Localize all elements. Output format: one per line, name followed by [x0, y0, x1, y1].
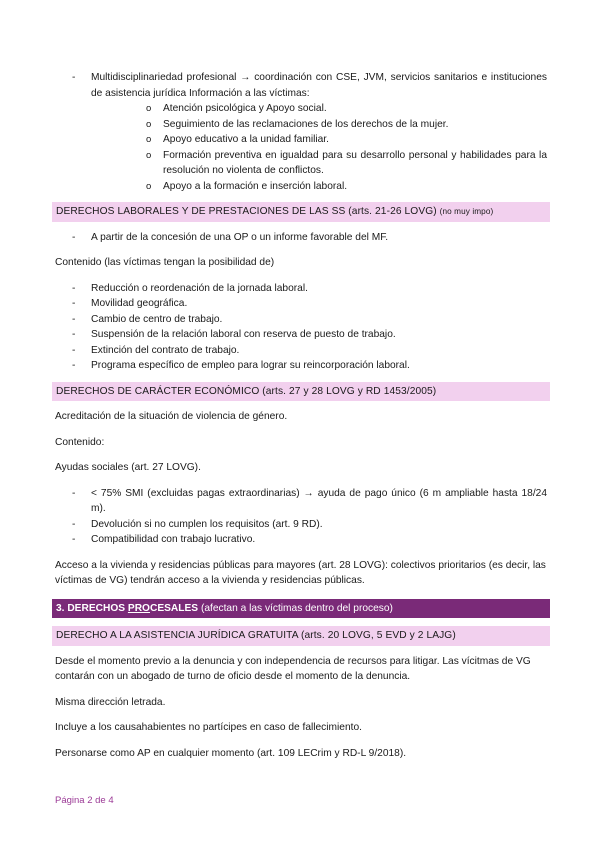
heading-prefix: 3. DERECHOS [56, 602, 128, 614]
page-content [55, 70, 547, 761]
list-item [55, 70, 547, 194]
laborales-rights-list [55, 281, 547, 374]
paragraph: Misma dirección letrada. [55, 696, 166, 708]
sub-list-item: o Seguimiento de las reclamaciones de los derechos de la mujer. [91, 117, 547, 133]
section-heading-asistencia [52, 626, 550, 646]
list-item: - Suspensión de la relación laboral con reserva de puesto de trabajo. [55, 327, 547, 343]
sub-list-item: o Apoyo educativo a la unidad familiar. [91, 132, 547, 148]
victim-info-sublist [91, 101, 547, 194]
heading-text: DERECHO A LA ASISTENCIA JURÍDICA GRATUITA (arts. 20 LOVG, 5 EVD y 2 LAJG) [56, 630, 456, 641]
paragraph: Acceso a la vivienda y residencias públicas para mayores (art. 28 LOVG): colectivos prioritarios (es decir, las víctimas de VG) tendrán acceso a la vivienda y residencias públicas. [55, 559, 546, 586]
list-item-text: Multidisciplinariedad profesional → coordinación con CSE, JVM, servicios sanitarios e instituciones de asistencia jurídica Información a las víctimas: [91, 72, 547, 99]
sub-list-item: o Apoyo a la formación e inserción laboral. [91, 179, 547, 195]
content-intro: Contenido (las víctimas tengan la posibilidad de) [55, 257, 275, 268]
top-dash-list [55, 70, 547, 194]
list-item: - Devolución si no cumplen los requisitos (art. 9 RD). [55, 517, 547, 533]
paragraph: Desde el momento previo a la denuncia y con independencia de recursos para litigar. Las vícitmas de VG contarán con un abogado de turno de oficio desde el momento de la denuncia. [55, 655, 531, 682]
heading-text: DERECHOS LABORALES Y DE PRESTACIONES DE LAS SS (arts. 21-26 LOVG) [56, 206, 437, 217]
heading-note: (no muy impo) [439, 207, 494, 216]
list-item: - Programa específico de empleo para lograr su reincorporación laboral. [55, 358, 547, 374]
laborales-condition-list [55, 230, 547, 246]
list-item: - Movilidad geográfica. [55, 296, 547, 312]
list-item: - Compatibilidad con trabajo lucrativo. [55, 532, 547, 548]
sub-list-item: o Atención psicológica y Apoyo social. [91, 101, 547, 117]
heading-underlined: PRO [127, 602, 150, 614]
list-item: - Reducción o reordenación de la jornada laboral. [55, 281, 547, 297]
paragraph: Contenido: [55, 436, 105, 448]
paragraph: Personarse como AP en cualquier momento (art. 109 LECrim y RD-L 9/2018). [55, 747, 407, 759]
sub-list-item: o Formación preventiva en igualdad para su desarrollo personal y habilidades para la resolución no violenta de conflictos. [91, 148, 547, 179]
list-item: - A partir de la concesión de una OP o un informe favorable del MF. [55, 230, 547, 246]
list-item: - < 75% SMI (excluidas pagas extraordinarias) → ayuda de pago único (6 m ampliable hasta 18/24 m). [55, 486, 547, 517]
section-heading-economico [52, 382, 550, 402]
list-item: - Extinción del contrato de trabajo. [55, 343, 547, 359]
paragraph: Ayudas sociales (art. 27 LOVG). [55, 462, 201, 473]
paragraph: Incluye a los causahabientes no partícipes en caso de fallecimiento. [55, 722, 362, 733]
heading-text: DERECHOS DE CARÁCTER ECONÓMICO (arts. 27 y 28 LOVG y RD 1453/2005) [56, 385, 437, 397]
section-heading-laborales [52, 202, 550, 222]
section-heading-procesales [52, 599, 550, 619]
heading-note: (afectan a las víctimas dentro del proceso) [200, 602, 393, 614]
economico-list [55, 486, 547, 548]
list-item: - Cambio de centro de trabajo. [55, 312, 547, 328]
page-number-footer: Página 2 de 4 [55, 795, 114, 806]
heading-suffix: CESALES [149, 602, 199, 614]
paragraph: Acreditación de la situación de violencia de género. [55, 411, 288, 422]
